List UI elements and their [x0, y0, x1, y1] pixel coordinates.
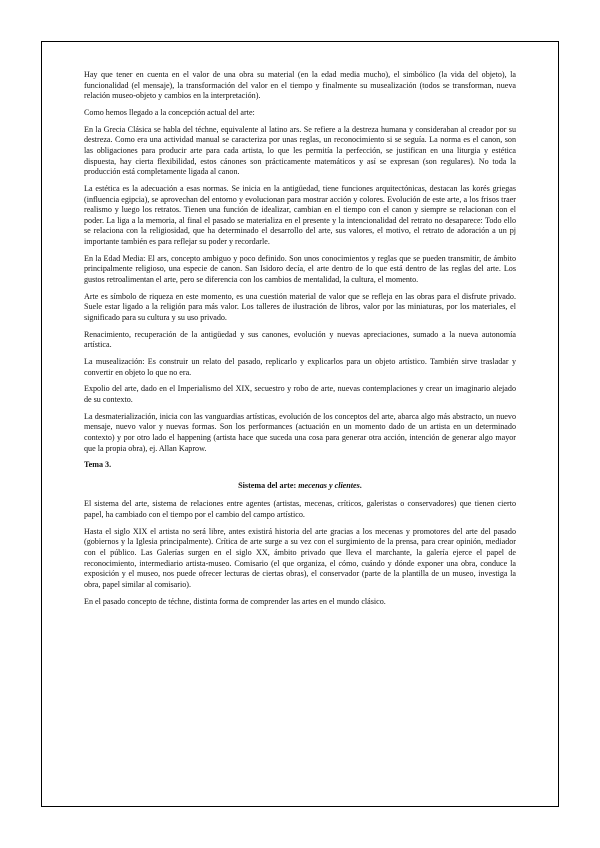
paragraph-techne: En el pasado concepto de téchne, distinta forma de comprender las artes en el mundo clásico. [84, 596, 386, 606]
paragraph-dematerialization: La desmaterialización, inicia con las vanguardias artísticas, evolución de los conceptos del arte, abarca algo más abstracto, un nuevo mensaje, nuevo valor y nuevas formas. Son los performances (actuación en un momento dado de un artista en un determinado contexto) y por otro lado el happening (artista hace que suceda una cosa para generar otra acción, intención de generar algo mayor que la propia obra), ej. Allan Kaprow. [84, 411, 516, 453]
section-title [84, 481, 516, 492]
paragraph-nineteenth-century: Hasta el siglo XIX el artista no será libre, antes existirá historia del arte gracias a los mecenas y promotores del arte del pasado (gobiernos y la Iglesia principalmente). Crítica de arte surge a su vez con el surgimiento de la prensa, para crear opinión, mediador con el público. Las Galerías surgen en el siglo XX, ámbito privado que lleva el marchante, la galería ejerce el papel de reconocimiento, intermediario artista-museo. Comisario (el que organiza, el cómo, cuándo y dónde exponer una obra, conduce la exposición y el museo, nos puede ofrecer lecturas de ciertas obras), el conservador (parte de la plantilla de un museo, investiga la obra, papel similar al comisario). [84, 526, 516, 589]
paragraph-greece: En la Grecia Clásica se habla del téchne, equivalente al latino ars. Se refiere a la destreza humana y consideraban al creador por su destreza. Como era una actividad manual se caracteriza por unas reglas, un reconocimiento si se seguía. La norma es el canon, son las obligaciones para producir arte para cada artista, lo que les permitía la perfección, se justifican en una liturgia y estética dispuesta, hay cierta flexibilidad, estos cánones son prácticamente matemáticos y así se expresan (son regulares). No toda la producción está completamente ligada al canon. [84, 124, 516, 177]
paragraph-concept-intro: Como hemos llegado a la concepción actual del arte: [84, 107, 255, 117]
section-heading: Tema 3. [84, 460, 112, 470]
paragraph-musealization: La musealización: Es construir un relato del pasado, replicarlo y explicarlos para un objeto artístico. También sirve trasladar y convertir en objeto lo que no era. [84, 356, 516, 377]
section-title-main: Sistema del arte: [238, 480, 299, 490]
paragraph-middle-ages: En la Edad Media: El ars, concepto ambiguo y poco definido. Son unos conocimientos y reglas que se pueden transmitir, de ámbito principalmente religioso, una especie de canon. San Isidoro decía, el arte dentro de lo que está dentro de las reglas del arte. Los gustos retroalimentan el arte, pero se diferencia con los cambios de mentalidad, la cultura, el momento. [84, 253, 516, 284]
paragraph-aesthetics: La estética es la adecuación a esas normas. Se inicia en la antigüedad, tiene funciones arquitectónicas, destacan las korés griegas (influencia egipcia), se aprovechan del entorno y evolucionan para mostrar acción y colores. Evolución de este arte, a los frisos traer realismo y luego los retratos. Tienen una función de idealizar, cambian en el tiempo con el canon y siempre se relacionan con el poder. La liga a la memoria, al final el pasado se materializa en el presente y la intencionalidad del retrato no desaparece: Todo ello se relaciona con la religiosidad, que ha determinado el desarrollo del arte, sus valores, el motivo, el retrato de adoración a un pj importante también es para reflejar su poder y recordarle. [84, 183, 516, 246]
section-title-end: . [359, 480, 362, 490]
document-body [84, 70, 516, 613]
paragraph-wealth: Arte es símbolo de riqueza en este momento, es una cuestión material de valor que se refleja en las obras para el disfrute privado. Suele estar ligado a la religión para más valor. Los talleres de ilustración de libros, valor por las miniaturas, por los materiales, el significado para su cultura y su uso privado. [84, 291, 516, 322]
paragraph-art-system: El sistema del arte, sistema de relaciones entre agentes (artistas, mecenas, críticos, galeristas o conservadores) que tienen cierto papel, ha cambiado con el tiempo por el cambio del campo artístico. [84, 499, 516, 520]
paragraph-plunder: Expolio del arte, dado en el Imperialismo del XIX, secuestro y robo de arte, nuevas contemplaciones y crear un imaginario alejado de su contexto. [84, 384, 516, 404]
paragraph-material-value: Hay que tener en cuenta en el valor de una obra su material (en la edad media mucho), el simbólico (la vida del objeto), la funcionalidad (el mensaje), la transformación del valor en el tiempo y finalmente su musealización (todos se transforman, nueva relación museo-objeto y cambios en la interpretación). [84, 70, 516, 101]
section-title-italic: mecenas y clientes [298, 480, 360, 490]
paragraph-renaissance: Renacimiento, recuperación de la antigüedad y sus canones, evolución y nuevas apreciaciones, sumado a la nueva autonomía artística. [84, 329, 516, 350]
